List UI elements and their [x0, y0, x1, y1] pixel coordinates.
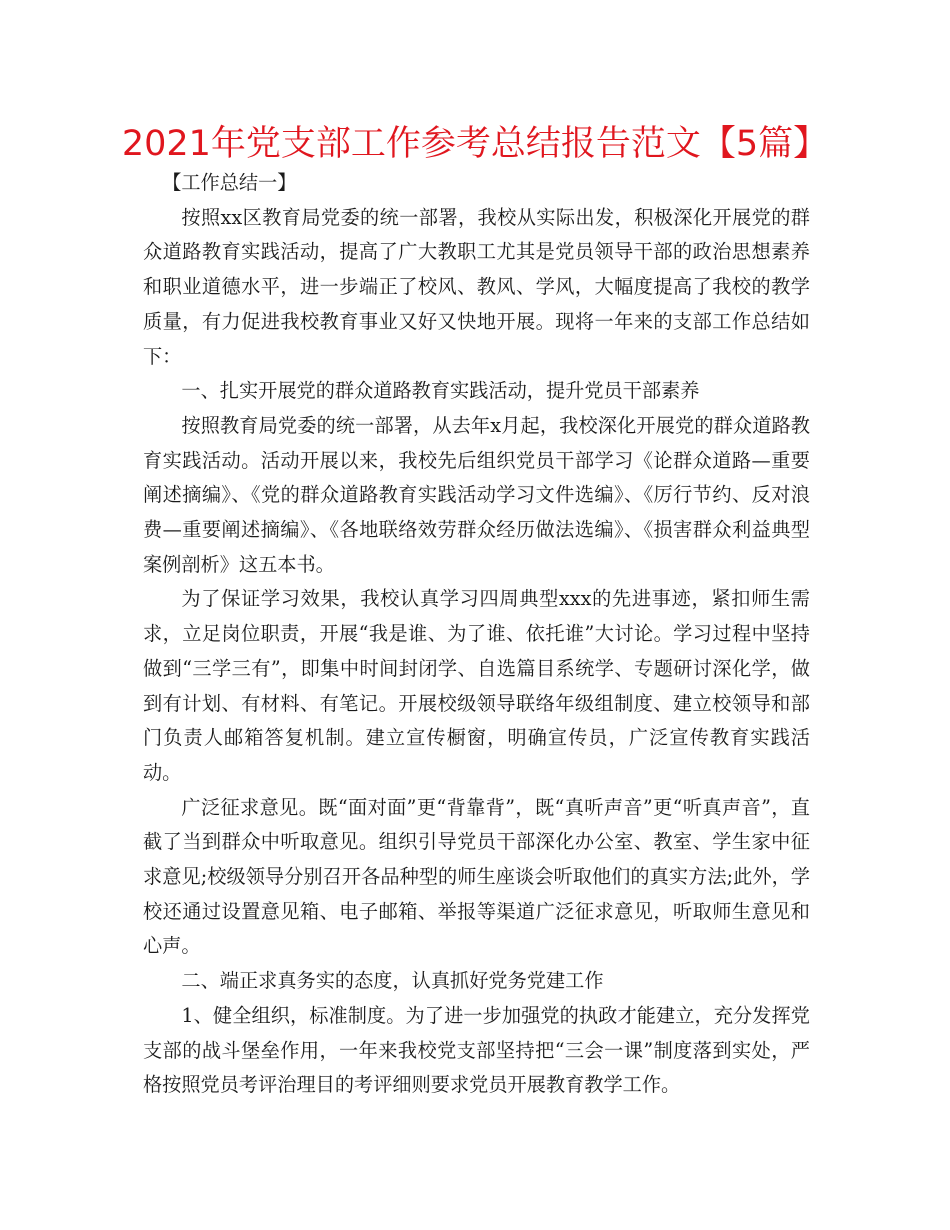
paragraph-opinions: 广泛征求意见。既“面对面”更“背靠背”，既“真听声音”更“听真声音”，直截了当到群众中听取意见。组织引导党员干部深化办公室、教室、学生家中征求意见;校级领导分别召开各品种型的师生座谈会听取他们的真实方法;此外，学校还通过设置意见箱、电子邮箱、举报等渠道广泛征求意见，听取师生意见和心声。: [143, 795, 810, 958]
paragraph-organization: 1、健全组织，标准制度。为了进一步加强党的执政才能建立，充分发挥党支部的战斗堡垒作用，一年来我校党支部坚持把“三会一课”制度落到实处，严格按照党员考评治理目的考评细则要求党员开展教育教学工作。: [143, 1003, 810, 1097]
document-title: 2021年党支部工作参考总结报告范文【5篇】: [121, 124, 829, 164]
paragraph-study-books: 按照教育局党委的统一部署，从去年x月起，我校深化开展党的群众道路教育实践活动。活动开展以来，我校先后组织党员干部学习《论群众道路—重要阐述摘编》、《党的群众道路教育实践活动学习文件选编》、《厉行节约、反对浪费—重要阐述摘编》、《各地联络效劳群众经历做法选编》、《损害群众利益典型案例剖析》这五本书。: [143, 413, 810, 576]
paragraph-intro: 按照xx区教育局党委的统一部署，我校从实际出发，积极深化开展党的群众道路教育实践活动，提高了广大教职工尤其是党员领导干部的政治思想素养和职业道德水平，进一步端正了校风、教风、学风，大幅度提高了我校的教学质量，有力促进我校教育事业又好又快地开展。现将一年来的支部工作总结如下：: [143, 205, 810, 368]
paragraph-study-effect: 为了保证学习效果，我校认真学习四周典型xxx的先进事迹，紧扣师生需求，立足岗位职责，开展“我是谁、为了谁、依托谁”大讨论。学习过程中坚持做到“三学三有”，即集中时间封闭学、自选篇目系统学、专题研讨深化学，做到有计划、有材料、有笔记。开展校级领导联络年级组制度、建立校领导和部门负责人邮箱答复机制。建立宣传橱窗，明确宣传员，广泛宣传教育实践活动。: [143, 587, 810, 784]
section-heading-one: 一、扎实开展党的群众道路教育实践活动，提升党员干部素养: [181, 379, 700, 403]
section-heading-summary-one: 【工作总结一】: [162, 171, 297, 194]
section-heading-two: 二、端正求真务实的态度，认真抓好党务党建工作: [181, 969, 604, 993]
document-body: [143, 166, 810, 1103]
